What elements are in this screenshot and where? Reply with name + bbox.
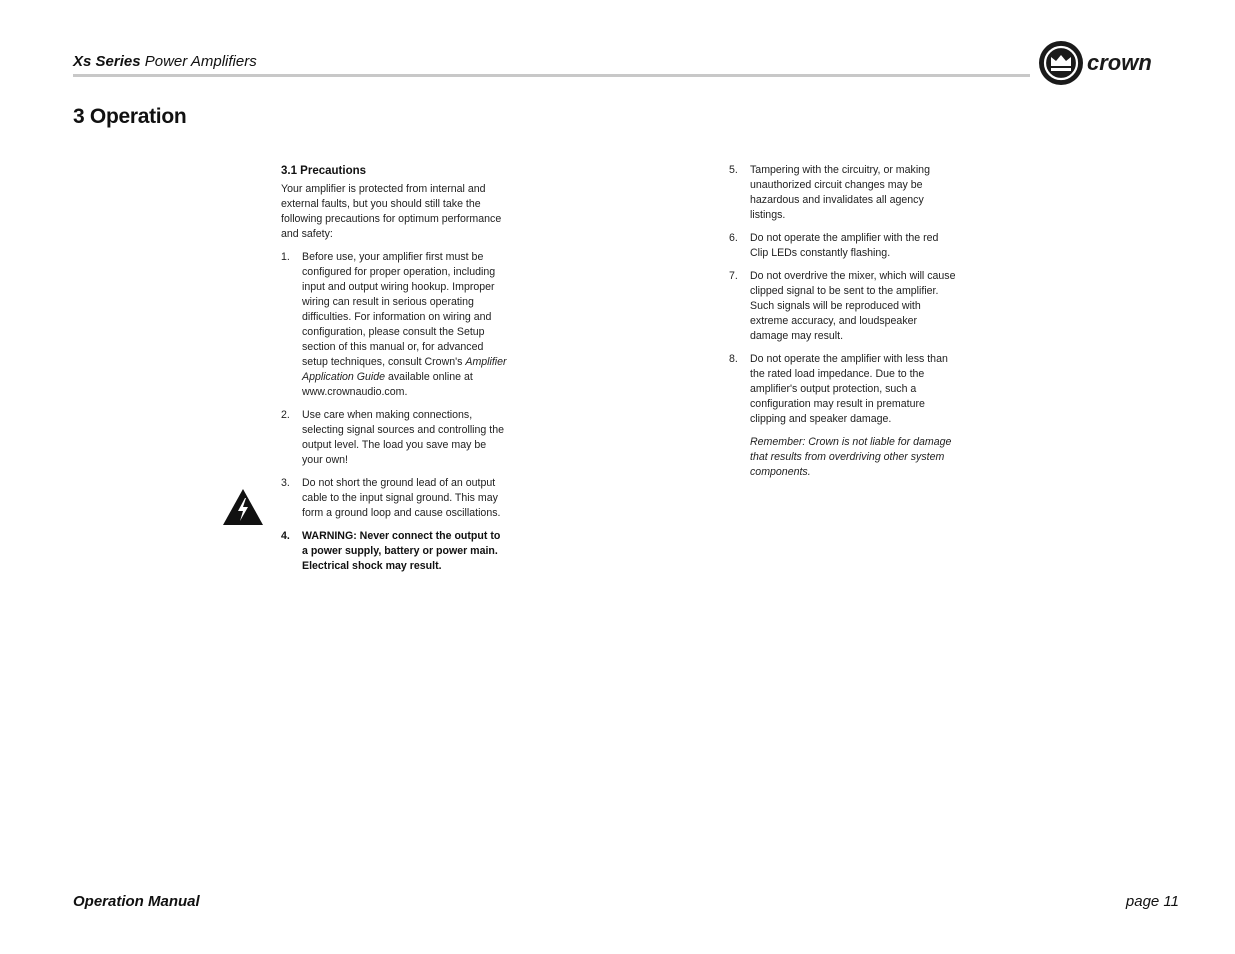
right-column <box>729 163 957 480</box>
subsection-heading: 3.1 Precautions <box>281 165 367 177</box>
item-number: 2. <box>281 409 290 421</box>
section-title: 3 Operation <box>73 105 187 128</box>
list-item <box>729 231 957 261</box>
item-text: Do not short the ground lead of an output cable to the input signal ground. This may form a ground loop and cause oscillations. <box>302 477 501 519</box>
series-subtitle: Power Amplifiers <box>140 53 257 70</box>
high-voltage-warning-icon <box>222 488 264 526</box>
list-item <box>729 352 957 427</box>
item-text: Do not operate the amplifier with the red Clip LEDs constantly flashing. <box>750 232 939 259</box>
page-number: page 11 <box>1125 893 1179 910</box>
item-text: Use care when making connections, selecting signal sources and controlling the output level. The load you save may be your own! <box>302 409 504 466</box>
header-rule <box>73 74 1030 77</box>
intro-paragraph: Your amplifier is protected from internal and external faults, but you should still take the following precautions for optimum performance and safety: <box>281 183 502 240</box>
series-name: Xs Series <box>73 53 141 70</box>
item-number: 7. <box>729 270 738 282</box>
list-item <box>281 408 509 468</box>
item-number: 4. <box>281 530 290 542</box>
item-number: 6. <box>729 232 738 244</box>
left-column <box>281 164 509 582</box>
logo-text: crown <box>1087 50 1152 75</box>
item-number: 3. <box>281 477 290 489</box>
list-item <box>729 269 957 344</box>
item-number: 8. <box>729 353 738 365</box>
item-number: 5. <box>729 164 738 176</box>
crown-logo-icon <box>1037 39 1187 87</box>
item-text-part: available online at www.crownaudio.com. <box>302 371 473 398</box>
liability-note: Remember: Crown is not liable for damage that results from overdriving other system components. <box>750 436 952 478</box>
item-text <box>302 250 509 400</box>
warning-item <box>281 529 509 574</box>
item-text: Tampering with the circuitry, or making unauthorized circuit changes may be hazardous and invalidates all agency listings. <box>750 164 930 221</box>
warning-text: WARNING: Never connect the output to a power supply, battery or power main. Electrical shock may result. <box>302 530 501 572</box>
list-item <box>729 163 957 223</box>
footer-manual-title: Operation Manual <box>73 893 200 910</box>
list-item <box>281 250 509 400</box>
item-number: 1. <box>281 251 290 263</box>
list-item <box>281 476 509 521</box>
item-text: Do not operate the amplifier with less than the rated load impedance. Due to the amplifier's output protection, such a configuration may result in premature clipping and speaker damage. <box>750 353 948 425</box>
guide-title: Amplifier Application Guide <box>302 356 507 383</box>
item-text: Do not overdrive the mixer, which will cause clipped signal to be sent to the amplifier. Such signals will be reproduced with extreme accuracy, and loudspeaker damage may result. <box>750 270 956 342</box>
item-text-part: Before use, your amplifier first must be configured for proper operation, including input and output wiring hookup. Improper wiring can result in serious operating difficulties. For information on wiring and configuration, please consult the Setup section of this manual or, for advanced setup techniques, consult Crown's <box>302 251 496 368</box>
running-header <box>73 53 257 70</box>
